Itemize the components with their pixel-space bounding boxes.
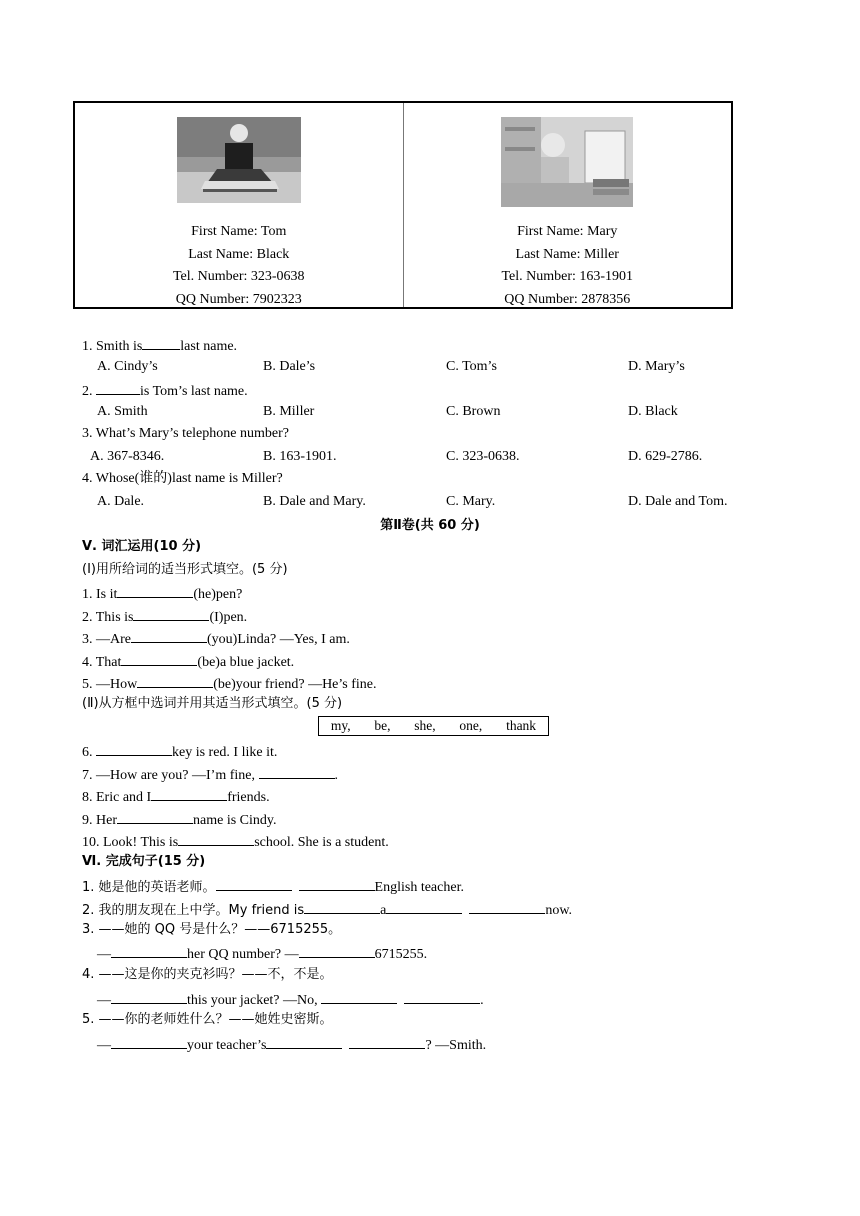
qq-number: QQ Number: 7902323 xyxy=(175,291,302,307)
qq-number: QQ Number: 2878356 xyxy=(504,291,631,307)
q2-option-a[interactable]: A. Smith xyxy=(97,404,148,419)
vocab-item-2 xyxy=(82,606,247,627)
q3-option-c[interactable]: C. 323-0638. xyxy=(446,449,520,464)
answer-blank[interactable] xyxy=(137,673,213,688)
vocab-item-1 xyxy=(82,583,242,604)
answer-blank[interactable] xyxy=(111,989,187,1004)
answer-blank[interactable] xyxy=(386,899,462,914)
item-text: 9. Her xyxy=(82,813,117,828)
vocab-item-6 xyxy=(82,741,277,762)
first-name: First Name: Mary xyxy=(517,224,618,239)
answer-blank[interactable] xyxy=(404,989,480,1004)
answer-blank[interactable] xyxy=(299,943,375,958)
item-text-end: key is red. I like it. xyxy=(172,745,278,760)
tel-number: Tel. Number: 323-0638 xyxy=(172,269,305,284)
answer-blank[interactable] xyxy=(142,335,180,350)
word-option: thank xyxy=(506,718,537,733)
card-mary xyxy=(403,103,732,307)
girl-writing-photo xyxy=(501,117,633,207)
q4-option-c[interactable]: C. Mary. xyxy=(446,494,496,509)
section-5-sub1: (Ⅰ)用所给词的适当形式填空。(5 分) xyxy=(82,562,288,577)
card-mary-details xyxy=(404,221,732,311)
sentence-mid: a xyxy=(380,903,387,918)
question-4: 4. Whose(谁的)last name is Miller? xyxy=(82,471,283,486)
item-text: 7. —How are you? —I’m fine, xyxy=(82,768,259,783)
q2-option-b[interactable]: B. Miller xyxy=(263,404,315,419)
sentence-dash: — xyxy=(97,947,111,962)
sentence-end: . xyxy=(480,993,484,1008)
sentence-2 xyxy=(82,899,572,920)
q2-text-end: is Tom’s last name. xyxy=(140,384,248,399)
section-5-title: Ⅴ. 词汇运用(10 分) xyxy=(82,539,202,554)
sentence-mid: your teacher’s xyxy=(187,1038,267,1053)
answer-blank[interactable] xyxy=(96,741,172,756)
answer-blank[interactable] xyxy=(117,809,193,824)
vocab-item-10 xyxy=(82,831,389,852)
sentence-end: ? —Smith. xyxy=(425,1038,487,1053)
item-text: 10. Look! This is xyxy=(82,835,179,850)
vocab-item-9 xyxy=(82,809,276,830)
answer-blank[interactable] xyxy=(121,651,197,666)
sentence-cn: 2. 我的朋友现在上中学。My friend is xyxy=(82,903,305,918)
word-option: be, xyxy=(374,718,391,733)
item-text-end: name is Cindy. xyxy=(193,813,277,828)
item-text: 8. Eric and I xyxy=(82,790,152,805)
q1-option-a[interactable]: A. Cindy’s xyxy=(97,359,158,374)
sentence-dash: — xyxy=(97,1038,111,1053)
question-3: 3. What’s Mary’s telephone number? xyxy=(82,426,289,441)
item-text-end: (he)pen? xyxy=(193,587,243,602)
question-2 xyxy=(82,380,248,401)
q1-text: 1. Smith is xyxy=(82,339,143,354)
sentence-end: 6715255. xyxy=(374,947,428,962)
item-text: 4. That xyxy=(82,655,122,670)
word-box xyxy=(318,716,549,736)
item-text: 3. —Are xyxy=(82,632,131,647)
item-text: 2. This is xyxy=(82,610,134,625)
word-option: she, xyxy=(414,718,436,733)
sentence-4 xyxy=(97,989,484,1010)
word-option: one, xyxy=(459,718,483,733)
answer-blank[interactable] xyxy=(178,831,254,846)
card-tom-details xyxy=(75,221,403,311)
answer-blank[interactable] xyxy=(349,1034,425,1049)
sentence-mid: this your jacket? —No, xyxy=(187,993,322,1008)
vocab-item-5 xyxy=(82,673,377,694)
answer-blank[interactable] xyxy=(111,1034,187,1049)
sentence-mid: her QQ number? — xyxy=(187,947,299,962)
section-6-title: Ⅵ. 完成句子(15 分) xyxy=(82,854,206,869)
card-tom xyxy=(75,103,403,307)
answer-blank[interactable] xyxy=(216,876,292,891)
vocab-item-3 xyxy=(82,628,350,649)
tel-number: Tel. Number: 163-1901 xyxy=(501,269,634,284)
sentence-dash: — xyxy=(97,993,111,1008)
q4-option-d[interactable]: D. Dale and Tom. xyxy=(628,494,728,509)
sentence-end: now. xyxy=(545,903,573,918)
info-cards-table xyxy=(73,101,733,309)
q1-text-end: last name. xyxy=(180,339,238,354)
sentence-cn: 1. 她是他的英语老师。 xyxy=(82,880,216,895)
answer-blank[interactable] xyxy=(266,1034,342,1049)
q4-option-b[interactable]: B. Dale and Mary. xyxy=(263,494,366,509)
sentence-4-cn: 4. ——这是你的夹克衫吗？——不，不是。 xyxy=(82,967,333,982)
item-text: 1. Is it xyxy=(82,587,118,602)
sentence-1 xyxy=(82,876,464,897)
sentence-5 xyxy=(97,1034,486,1055)
answer-blank[interactable] xyxy=(133,606,209,621)
q1-option-c[interactable]: C. Tom’s xyxy=(446,359,497,374)
answer-blank[interactable] xyxy=(321,989,397,1004)
item-text-end: (I)pen. xyxy=(209,610,248,625)
part-two-title: 第Ⅱ卷(共 60 分) xyxy=(380,518,480,533)
sentence-3 xyxy=(97,943,427,964)
section-5-sub2: (Ⅱ)从方框中选词并用其适当形式填空。(5 分) xyxy=(82,696,343,711)
q2-text: 2. xyxy=(82,384,96,399)
word-option: my, xyxy=(330,718,351,733)
boy-sitting-photo xyxy=(177,117,301,203)
q4-option-a[interactable]: A. Dale. xyxy=(97,494,145,509)
sentence-end: English teacher. xyxy=(374,880,464,895)
answer-blank[interactable] xyxy=(117,583,193,598)
item-text: 5. —How xyxy=(82,677,138,692)
last-name: Last Name: Black xyxy=(188,246,290,262)
q2-option-c[interactable]: C. Brown xyxy=(446,404,501,419)
question-1 xyxy=(82,335,237,356)
sentence-5-cn: 5. ——你的老师姓什么？——她姓史密斯。 xyxy=(82,1012,333,1027)
item-text-end: (be)your friend? —He’s fine. xyxy=(213,677,377,692)
item-text-end: school. She is a student. xyxy=(254,835,389,850)
answer-blank[interactable] xyxy=(111,943,187,958)
answer-blank[interactable] xyxy=(299,876,375,891)
vocab-item-4 xyxy=(82,651,294,672)
first-name: First Name: Tom xyxy=(191,224,287,239)
q2-option-d[interactable]: D. Black xyxy=(628,404,678,419)
item-text-end: friends. xyxy=(227,790,270,805)
answer-blank[interactable] xyxy=(96,380,140,395)
answer-blank[interactable] xyxy=(151,786,227,801)
answer-blank[interactable] xyxy=(469,899,545,914)
item-text: 6. xyxy=(82,745,96,760)
item-text-end: (you)Linda? —Yes, I am. xyxy=(207,632,350,647)
q3-option-a[interactable]: A. 367-8346. xyxy=(90,449,165,464)
item-text-end: . xyxy=(334,768,339,783)
answer-blank[interactable] xyxy=(259,764,335,779)
last-name: Last Name: Miller xyxy=(515,246,619,262)
answer-blank[interactable] xyxy=(131,628,207,643)
q3-option-d[interactable]: D. 629-2786. xyxy=(628,449,703,464)
vocab-item-7 xyxy=(82,764,338,785)
q3-option-b[interactable]: B. 163-1901. xyxy=(263,449,337,464)
answer-blank[interactable] xyxy=(304,899,380,914)
vocab-item-8 xyxy=(82,786,270,807)
q1-option-d[interactable]: D. Mary’s xyxy=(628,359,685,374)
q1-option-b[interactable]: B. Dale’s xyxy=(263,359,316,374)
sentence-3-cn: 3. ——她的 QQ 号是什么？——6715255。 xyxy=(82,922,342,937)
item-text-end: (be)a blue jacket. xyxy=(197,655,295,670)
